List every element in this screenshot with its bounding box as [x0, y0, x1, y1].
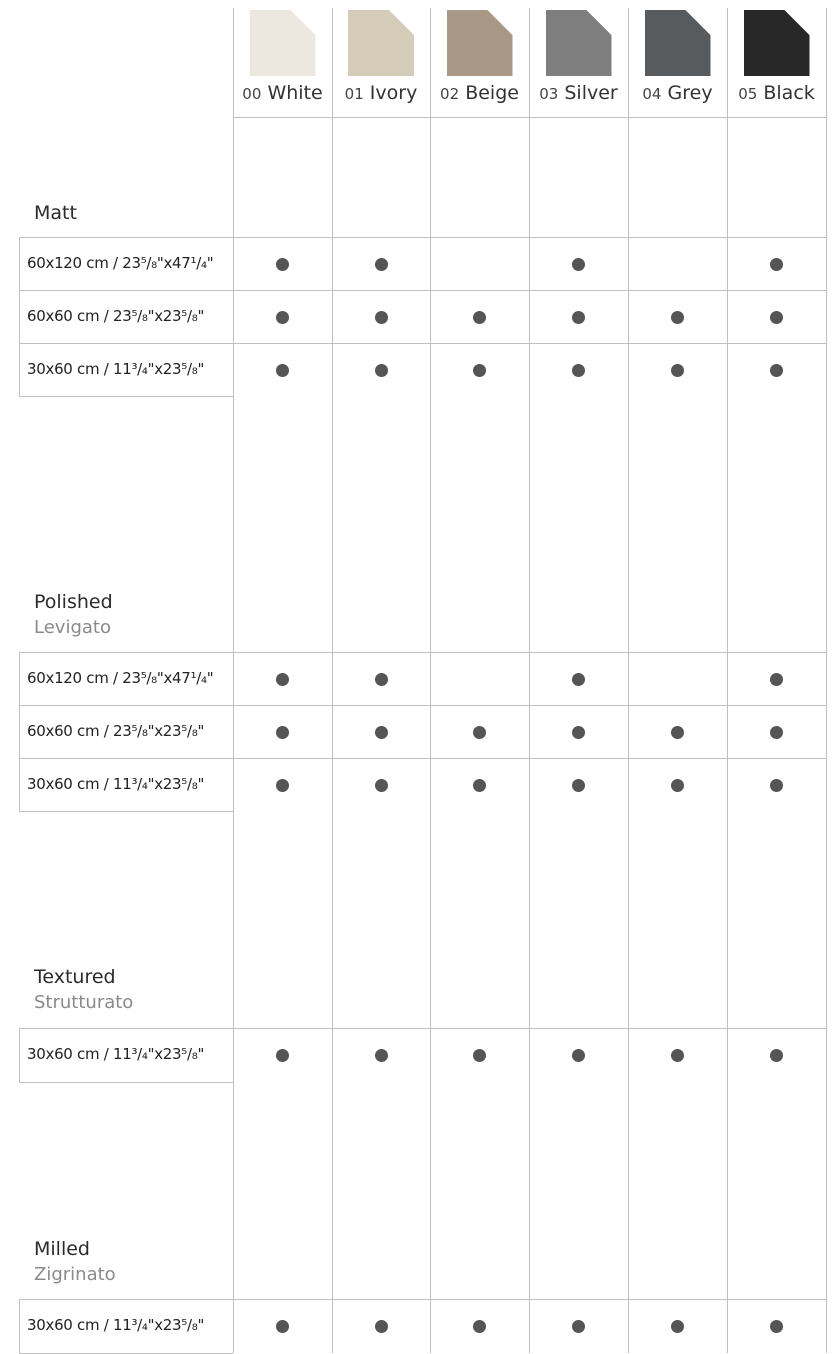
- row-divider: [19, 1299, 826, 1300]
- row-left-border: [19, 1299, 20, 1353]
- color-header-ivory: [333, 82, 430, 104]
- availability-dot: [276, 779, 289, 792]
- row-divider: [19, 237, 826, 238]
- availability-dot: [276, 311, 289, 324]
- availability-dot: [671, 779, 684, 792]
- color-name: Silver: [564, 82, 618, 104]
- finish-subtitle: Levigato: [34, 617, 111, 638]
- row-left-border: [19, 1028, 20, 1082]
- color-header-silver: [530, 82, 627, 104]
- availability-dot: [473, 726, 486, 739]
- column-divider: [430, 8, 431, 1353]
- size-label: 60x60 cm / 23⁵/₈"x23⁵/₈": [27, 722, 205, 740]
- availability-dot: [770, 311, 783, 324]
- color-header-white: [234, 82, 331, 104]
- column-divider: [233, 8, 234, 1353]
- availability-dot: [770, 364, 783, 377]
- availability-dot: [276, 726, 289, 739]
- row-left-border: [19, 652, 20, 811]
- availability-dot: [572, 726, 585, 739]
- column-divider: [529, 8, 530, 1353]
- color-swatch-beige: [447, 10, 513, 76]
- size-label: 30x60 cm / 11³/₄"x23⁵/₈": [27, 1316, 205, 1334]
- availability-dot: [572, 258, 585, 271]
- color-code: 05: [738, 85, 758, 103]
- row-divider: [19, 811, 233, 812]
- color-code: 03: [539, 85, 559, 103]
- header-divider: [233, 117, 826, 118]
- availability-dot: [375, 726, 388, 739]
- color-swatch-ivory: [348, 10, 414, 76]
- color-code: 04: [642, 85, 662, 103]
- availability-dot: [276, 673, 289, 686]
- column-divider: [628, 8, 629, 1353]
- color-code: 00: [242, 85, 262, 103]
- row-divider: [19, 1082, 233, 1083]
- availability-dot: [770, 779, 783, 792]
- color-name: Black: [763, 82, 815, 104]
- column-divider: [826, 8, 827, 1353]
- size-label: 60x120 cm / 23⁵/₈"x47¹/₄": [27, 669, 214, 687]
- color-swatch-white: [250, 10, 316, 76]
- availability-dot: [572, 364, 585, 377]
- finish-title: Textured: [34, 966, 116, 988]
- availability-dot: [375, 673, 388, 686]
- availability-dot: [572, 1049, 585, 1062]
- availability-dot: [375, 1049, 388, 1062]
- finish-title: Matt: [34, 202, 77, 224]
- size-label: 30x60 cm / 11³/₄"x23⁵/₈": [27, 775, 205, 793]
- color-header-black: [728, 82, 825, 104]
- availability-dot: [473, 311, 486, 324]
- availability-dot: [473, 1320, 486, 1333]
- color-code: 02: [440, 85, 460, 103]
- availability-dot: [671, 311, 684, 324]
- color-swatch-grey: [645, 10, 711, 76]
- row-divider: [19, 396, 233, 397]
- availability-dot: [770, 258, 783, 271]
- color-name: Ivory: [369, 82, 418, 104]
- availability-dot: [671, 364, 684, 377]
- availability-dot: [375, 258, 388, 271]
- availability-dot: [375, 1320, 388, 1333]
- availability-dot: [770, 673, 783, 686]
- row-divider: [19, 1028, 826, 1029]
- finish-title: Polished: [34, 591, 113, 613]
- finish-subtitle: Zigrinato: [34, 1264, 116, 1285]
- availability-dot: [671, 726, 684, 739]
- row-divider: [19, 705, 826, 706]
- availability-dot: [276, 364, 289, 377]
- availability-dot: [276, 1049, 289, 1062]
- color-swatch-silver: [546, 10, 612, 76]
- finish-title: Milled: [34, 1238, 90, 1260]
- row-divider: [19, 652, 826, 653]
- availability-dot: [770, 1049, 783, 1062]
- row-divider: [19, 290, 826, 291]
- finish-subtitle: Strutturato: [34, 992, 134, 1013]
- availability-dot: [375, 364, 388, 377]
- availability-dot: [671, 1049, 684, 1062]
- column-divider: [332, 8, 333, 1353]
- size-label: 60x120 cm / 23⁵/₈"x47¹/₄": [27, 254, 214, 272]
- availability-dot: [276, 1320, 289, 1333]
- availability-dot: [473, 779, 486, 792]
- color-code: 01: [344, 85, 364, 103]
- availability-dot: [473, 364, 486, 377]
- column-divider: [727, 8, 728, 1353]
- availability-dot: [375, 779, 388, 792]
- color-name: White: [267, 82, 323, 104]
- availability-dot: [770, 726, 783, 739]
- availability-dot: [770, 1320, 783, 1333]
- availability-dot: [572, 673, 585, 686]
- row-divider: [19, 758, 826, 759]
- availability-dot: [375, 311, 388, 324]
- color-name: Beige: [465, 82, 519, 104]
- size-label: 60x60 cm / 23⁵/₈"x23⁵/₈": [27, 307, 205, 325]
- size-label: 30x60 cm / 11³/₄"x23⁵/₈": [27, 1045, 205, 1063]
- size-label: 30x60 cm / 11³/₄"x23⁵/₈": [27, 360, 205, 378]
- color-swatch-black: [744, 10, 810, 76]
- color-header-grey: [629, 82, 726, 104]
- availability-dot: [572, 1320, 585, 1333]
- availability-dot: [473, 1049, 486, 1062]
- color-header-beige: [431, 82, 528, 104]
- availability-dot: [276, 258, 289, 271]
- availability-dot: [572, 779, 585, 792]
- row-divider: [19, 343, 826, 344]
- availability-dot: [572, 311, 585, 324]
- row-left-border: [19, 237, 20, 396]
- color-name: Grey: [667, 82, 713, 104]
- availability-dot: [671, 1320, 684, 1333]
